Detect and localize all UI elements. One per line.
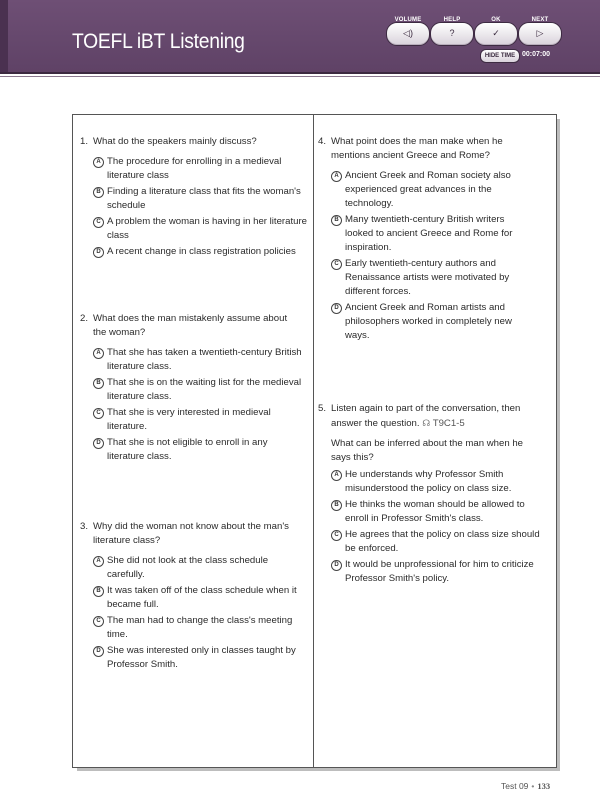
- option-radio-icon[interactable]: A: [331, 171, 342, 182]
- answer-option-b[interactable]: B Many twentieth-century British writers looked to ancient Greece and Rome for inspiration.: [318, 213, 532, 255]
- timer-readout: 00:07:00: [522, 51, 551, 58]
- option-radio-icon[interactable]: D: [93, 247, 104, 258]
- answer-option-b[interactable]: B He thinks the woman should be allowed to enroll in Professor Smith's class.: [318, 498, 542, 526]
- ok-button[interactable]: [474, 17, 518, 46]
- headphones-icon[interactable]: ☊: [422, 418, 431, 428]
- answer-option-b[interactable]: B It was taken off of the class schedule when it became full.: [80, 584, 308, 612]
- header-rule: [0, 72, 600, 74]
- next-icon: ▷: [536, 28, 544, 38]
- option-radio-icon[interactable]: D: [331, 303, 342, 314]
- answer-option-d[interactable]: D It would be unprofessional for him to criticize Professor Smith's policy.: [318, 558, 542, 586]
- option-radio-icon[interactable]: B: [331, 215, 342, 226]
- help-button-label: HELP: [443, 17, 461, 23]
- option-radio-icon[interactable]: B: [93, 378, 104, 389]
- option-radio-icon[interactable]: A: [93, 348, 104, 359]
- answer-option-c[interactable]: C Early twentieth-century authors and Renaissance artists were motivated by different forces.: [318, 257, 532, 299]
- question-stem: 5. Listen again to part of the conversation, then answer the question. ☊ T9C1-5: [318, 403, 521, 429]
- next-button[interactable]: [518, 17, 562, 46]
- volume-button[interactable]: [386, 17, 430, 46]
- question-subprompt: What can be inferred about the man when he says this?: [331, 438, 523, 463]
- question-stem: 4. What point does the man make when he mentions ancient Greece and Rome?: [318, 136, 503, 161]
- option-radio-icon[interactable]: B: [93, 187, 104, 198]
- option-radio-icon[interactable]: A: [331, 470, 342, 481]
- option-radio-icon[interactable]: A: [93, 556, 104, 567]
- option-radio-icon[interactable]: C: [93, 616, 104, 627]
- question-stem: 1. What do the speakers mainly discuss?: [80, 136, 257, 147]
- answer-option-a[interactable]: A The procedure for enrolling in a medieval literature class: [80, 155, 308, 183]
- option-radio-icon[interactable]: C: [93, 408, 104, 419]
- answer-option-b[interactable]: B That she is on the waiting list for the medieval literature class.: [80, 376, 302, 404]
- answer-option-a[interactable]: A She did not look at the class schedule carefully.: [80, 554, 308, 582]
- answer-option-a[interactable]: A That she has taken a twentieth-century British literature class.: [80, 346, 302, 374]
- page-footer: [501, 781, 550, 791]
- page-number: 133: [537, 781, 551, 791]
- test-label: Test 09: [501, 781, 529, 791]
- question-stem: 3. Why did the woman not know about the man's literature class?: [80, 521, 289, 546]
- header-rule-thin: [0, 76, 600, 77]
- question-5: [318, 402, 542, 586]
- next-button-label: NEXT: [531, 17, 549, 23]
- answer-option-c[interactable]: C He agrees that the policy on class size should be enforced.: [318, 528, 542, 556]
- audio-track-code: T9C1-5: [432, 418, 465, 429]
- option-radio-icon[interactable]: C: [93, 217, 104, 228]
- ok-button-label: OK: [491, 17, 501, 23]
- answer-option-d[interactable]: D Ancient Greek and Roman artists and philosophers worked in completely new ways.: [318, 301, 532, 343]
- question-3: [80, 520, 308, 672]
- answer-option-a[interactable]: A Ancient Greek and Roman society also experienced great advances in the technology.: [318, 169, 532, 211]
- question-stem: 2. What does the man mistakenly assume about the woman?: [80, 313, 288, 338]
- option-radio-icon[interactable]: D: [93, 646, 104, 657]
- option-radio-icon[interactable]: D: [331, 560, 342, 571]
- option-radio-icon[interactable]: A: [93, 157, 104, 168]
- check-icon: ✓: [492, 28, 500, 38]
- app-title: TOEFL iBT Listening: [72, 30, 245, 53]
- header-edge: [0, 0, 8, 72]
- answer-option-d[interactable]: D She was interested only in classes taught by Professor Smith.: [80, 644, 308, 672]
- answer-option-c[interactable]: C The man had to change the class's meeting time.: [80, 614, 308, 642]
- answer-option-b[interactable]: B Finding a literature class that fits the woman's schedule: [80, 185, 308, 213]
- option-radio-icon[interactable]: D: [93, 438, 104, 449]
- hide-time-button[interactable]: HIDE TIME: [480, 49, 520, 63]
- help-button[interactable]: [430, 17, 474, 46]
- answer-option-c[interactable]: C A problem the woman is having in her literature class: [80, 215, 308, 243]
- volume-button-label: VOLUME: [394, 17, 422, 23]
- option-radio-icon[interactable]: B: [331, 500, 342, 511]
- option-radio-icon[interactable]: C: [331, 259, 342, 270]
- help-icon: ?: [449, 28, 455, 38]
- answer-option-d[interactable]: D A recent change in class registration policies: [80, 245, 308, 259]
- option-radio-icon[interactable]: C: [331, 530, 342, 541]
- speaker-icon: ◁): [403, 28, 413, 38]
- answer-option-c[interactable]: C That she is very interested in medieval literature.: [80, 406, 302, 434]
- answer-option-d[interactable]: D That she is not eligible to enroll in any literature class.: [80, 436, 302, 464]
- column-divider: [313, 114, 314, 768]
- question-4: [318, 135, 532, 343]
- answer-option-a[interactable]: A He understands why Professor Smith misunderstood the policy on class size.: [318, 468, 542, 496]
- option-radio-icon[interactable]: B: [93, 586, 104, 597]
- separator-dot: •: [531, 781, 535, 791]
- question-1: [80, 135, 308, 259]
- question-2: [80, 312, 302, 464]
